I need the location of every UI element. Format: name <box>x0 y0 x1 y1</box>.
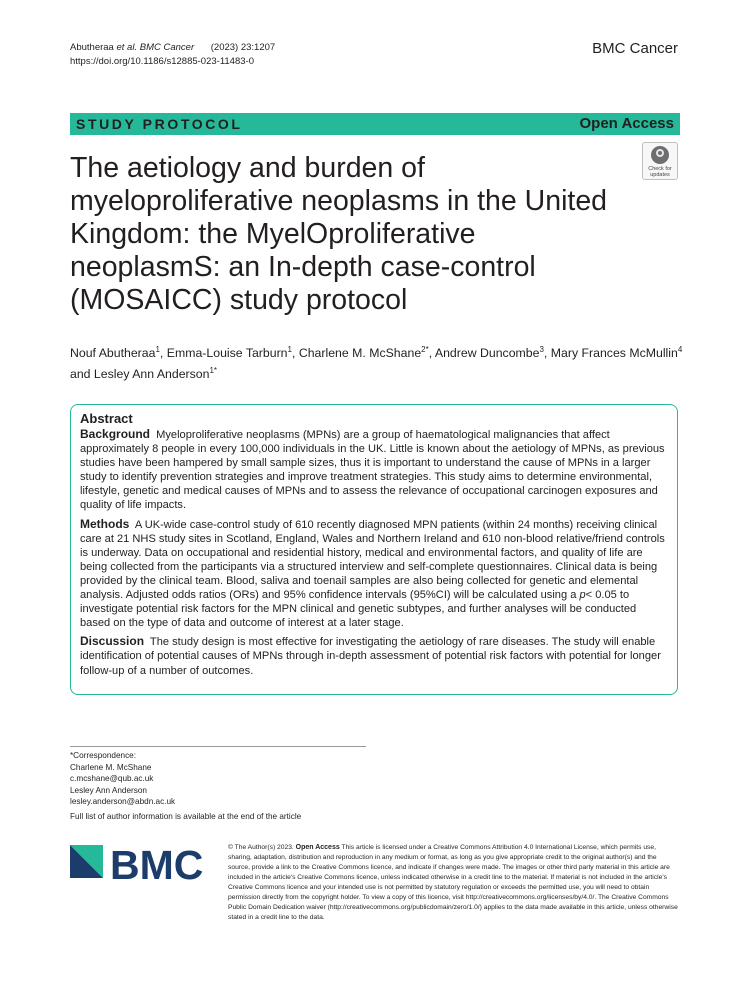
correspondence-label: *Correspondence: <box>70 751 136 760</box>
discussion-label: Discussion <box>80 634 145 649</box>
background-text: Myeloproliferative neoplasms (MPNs) are a group of haematological malignancies that affect approximately 8 people in every 100,000 individuals in the UK. Little is known about the aetiology of MPNs, as previous studies have been hampered by small sample sizes, thus it is important to understand the cause of MPNs in a larger study to identify prevention strategies and improve treatment strategies. This study aims to determine environmental, lifestyle, genetic and medical causes of MPNs and to assess the relevance of occupational carcinogen exposures and quality of life impacts. <box>80 429 665 512</box>
methods-text: A UK-wide case-control study of 610 recently diagnosed MPN patients (within 24 months) receiving clinical care at 21 NHS study sites in Scotland, England, Wales and Northern Ireland and 610 non-blood relative/friend controls is underway. Data on occupational and residential history, medical and environmental factors, and quality of life are being collected from the participants via a structured interview and self-complete questionnaires. Clinical data is being provided by the clinical team. Blood, saliva and toenail samples are also being collected for genetic and elemental analysis. Adjusted odds ratios (ORs) and 95% confidence intervals (95%CI) will be calculated using a <box>80 518 665 602</box>
author-affiliation: 1 <box>155 345 160 354</box>
license-link[interactable]: http://creativecommons.org/licenses/by/4.0/ <box>465 893 595 901</box>
license-text: ) applies to the data made available in this article, unless otherwise stated in a credit line to the data. <box>228 903 678 921</box>
methods-p-symbol: p <box>579 589 586 602</box>
author-name: and Lesley Ann Anderson <box>70 367 210 382</box>
license-text: This article is licensed under a Creative Commons Attribution 4.0 International License, which permits use, sharing, adaptation, distribution and reproduction in any medium or format, as long as you give appropriate credit to the original author(s) and the source, provide a link to the Creative Commons licence, and indicate if changes were made. The images or other third party material in this article are included in the article's Creative Commons licence, unless indicated otherwise in a credit line to the material. If material is not included in the article's Creative Commons licence and your intended use is not permitted by statutory regulation or exceeds the permitted use, you will need to obtain permission directly from the copyright holder. To view a copy of this licence, visit <box>228 844 670 901</box>
correspondent-name: Charlene M. McShane <box>70 762 152 772</box>
author-name: Nouf Abutheraa <box>70 346 156 361</box>
doi-link[interactable]: https://doi.org/10.1186/s12885-023-11483-0 <box>70 55 254 67</box>
methods-text-cont: < 0.05 to investigate potential risk factors for the MPN clinical and genetic subtypes, and further analyses will be conducted based on the type of data and outcome of interest at a later stage. <box>80 589 637 630</box>
badge-line2: updates <box>650 172 670 178</box>
correspondent-email[interactable]: c.mcshane@qub.ac.uk <box>70 774 154 784</box>
citation-line <box>70 41 275 55</box>
author-separator: , <box>428 346 435 361</box>
open-access-bold: Open Access <box>295 844 340 851</box>
author-name: Andrew Duncombe <box>434 346 540 361</box>
journal-name: BMC Cancer <box>592 40 678 57</box>
copyright-text: © The Author(s) 2023. <box>228 844 294 851</box>
article-title: The aetiology and burden of myeloproliferative neoplasms in the United Kingdom: the MyelOproliferative neoplasmS: an In-depth case-control (MOSAICC) study protocol <box>70 152 608 316</box>
author-affiliation: 4 <box>677 345 683 354</box>
author-info-note: Full list of author information is available at the end of the article <box>70 812 302 821</box>
author-name: Emma-Louise Tarburn <box>166 346 288 361</box>
author-separator: , <box>543 346 551 361</box>
bmc-logo-icon <box>70 845 212 887</box>
footnote-divider <box>70 746 366 747</box>
author-affiliation: 1* <box>209 366 218 376</box>
methods-label: Methods <box>80 516 130 531</box>
author-affiliation: 2* <box>421 345 429 354</box>
logo-text: BMC <box>110 845 204 887</box>
discussion-text: The study design is most effective for investigating the aetiology of rare diseases. The study will enable identification of potential causes of MPNs through in-depth assessment of potential risk factors with potential for longer follow-up of a number of outcomes. <box>80 636 661 677</box>
author-list <box>70 341 690 383</box>
abstract-box <box>70 404 678 695</box>
abstract-methods <box>80 517 668 631</box>
header-et-al: et al. <box>116 42 138 53</box>
author-affiliation: 3 <box>539 345 544 354</box>
author-separator: , <box>159 346 167 361</box>
check-for-updates-icon[interactable] <box>642 142 678 180</box>
correspondent-email[interactable]: lesley.anderson@abdn.ac.uk <box>70 797 176 807</box>
background-label: Background <box>80 427 151 441</box>
header-author: Abutheraa <box>70 42 114 53</box>
author-name: Mary Frances McMullin <box>550 346 678 361</box>
header-year-volume: (2023) 23:1207 <box>210 42 276 53</box>
author-separator: , <box>291 346 299 361</box>
license-statement <box>228 843 680 923</box>
correspondence <box>70 750 175 808</box>
article-type-label: STUDY PROTOCOL <box>76 116 243 132</box>
author-affiliation: 1 <box>287 345 292 354</box>
waiver-link[interactable]: http://creativecommons.org/publicdomain/zero/1.0/ <box>329 903 480 911</box>
check-for-updates-symbol <box>651 146 669 164</box>
abstract-heading: Abstract <box>80 411 133 426</box>
license-text: . The Creative Commons Public Domain Dedication waiver ( <box>228 893 669 911</box>
running-header <box>70 41 275 68</box>
abstract-background <box>80 427 668 513</box>
author-name: Charlene M. McShane <box>298 346 422 361</box>
correspondent-name: Lesley Ann Anderson <box>70 785 147 795</box>
header-journal: BMC Cancer <box>139 42 195 53</box>
abstract-discussion <box>80 634 668 677</box>
badge-line1: Check for <box>648 166 672 172</box>
open-access-label: Open Access <box>579 115 674 132</box>
